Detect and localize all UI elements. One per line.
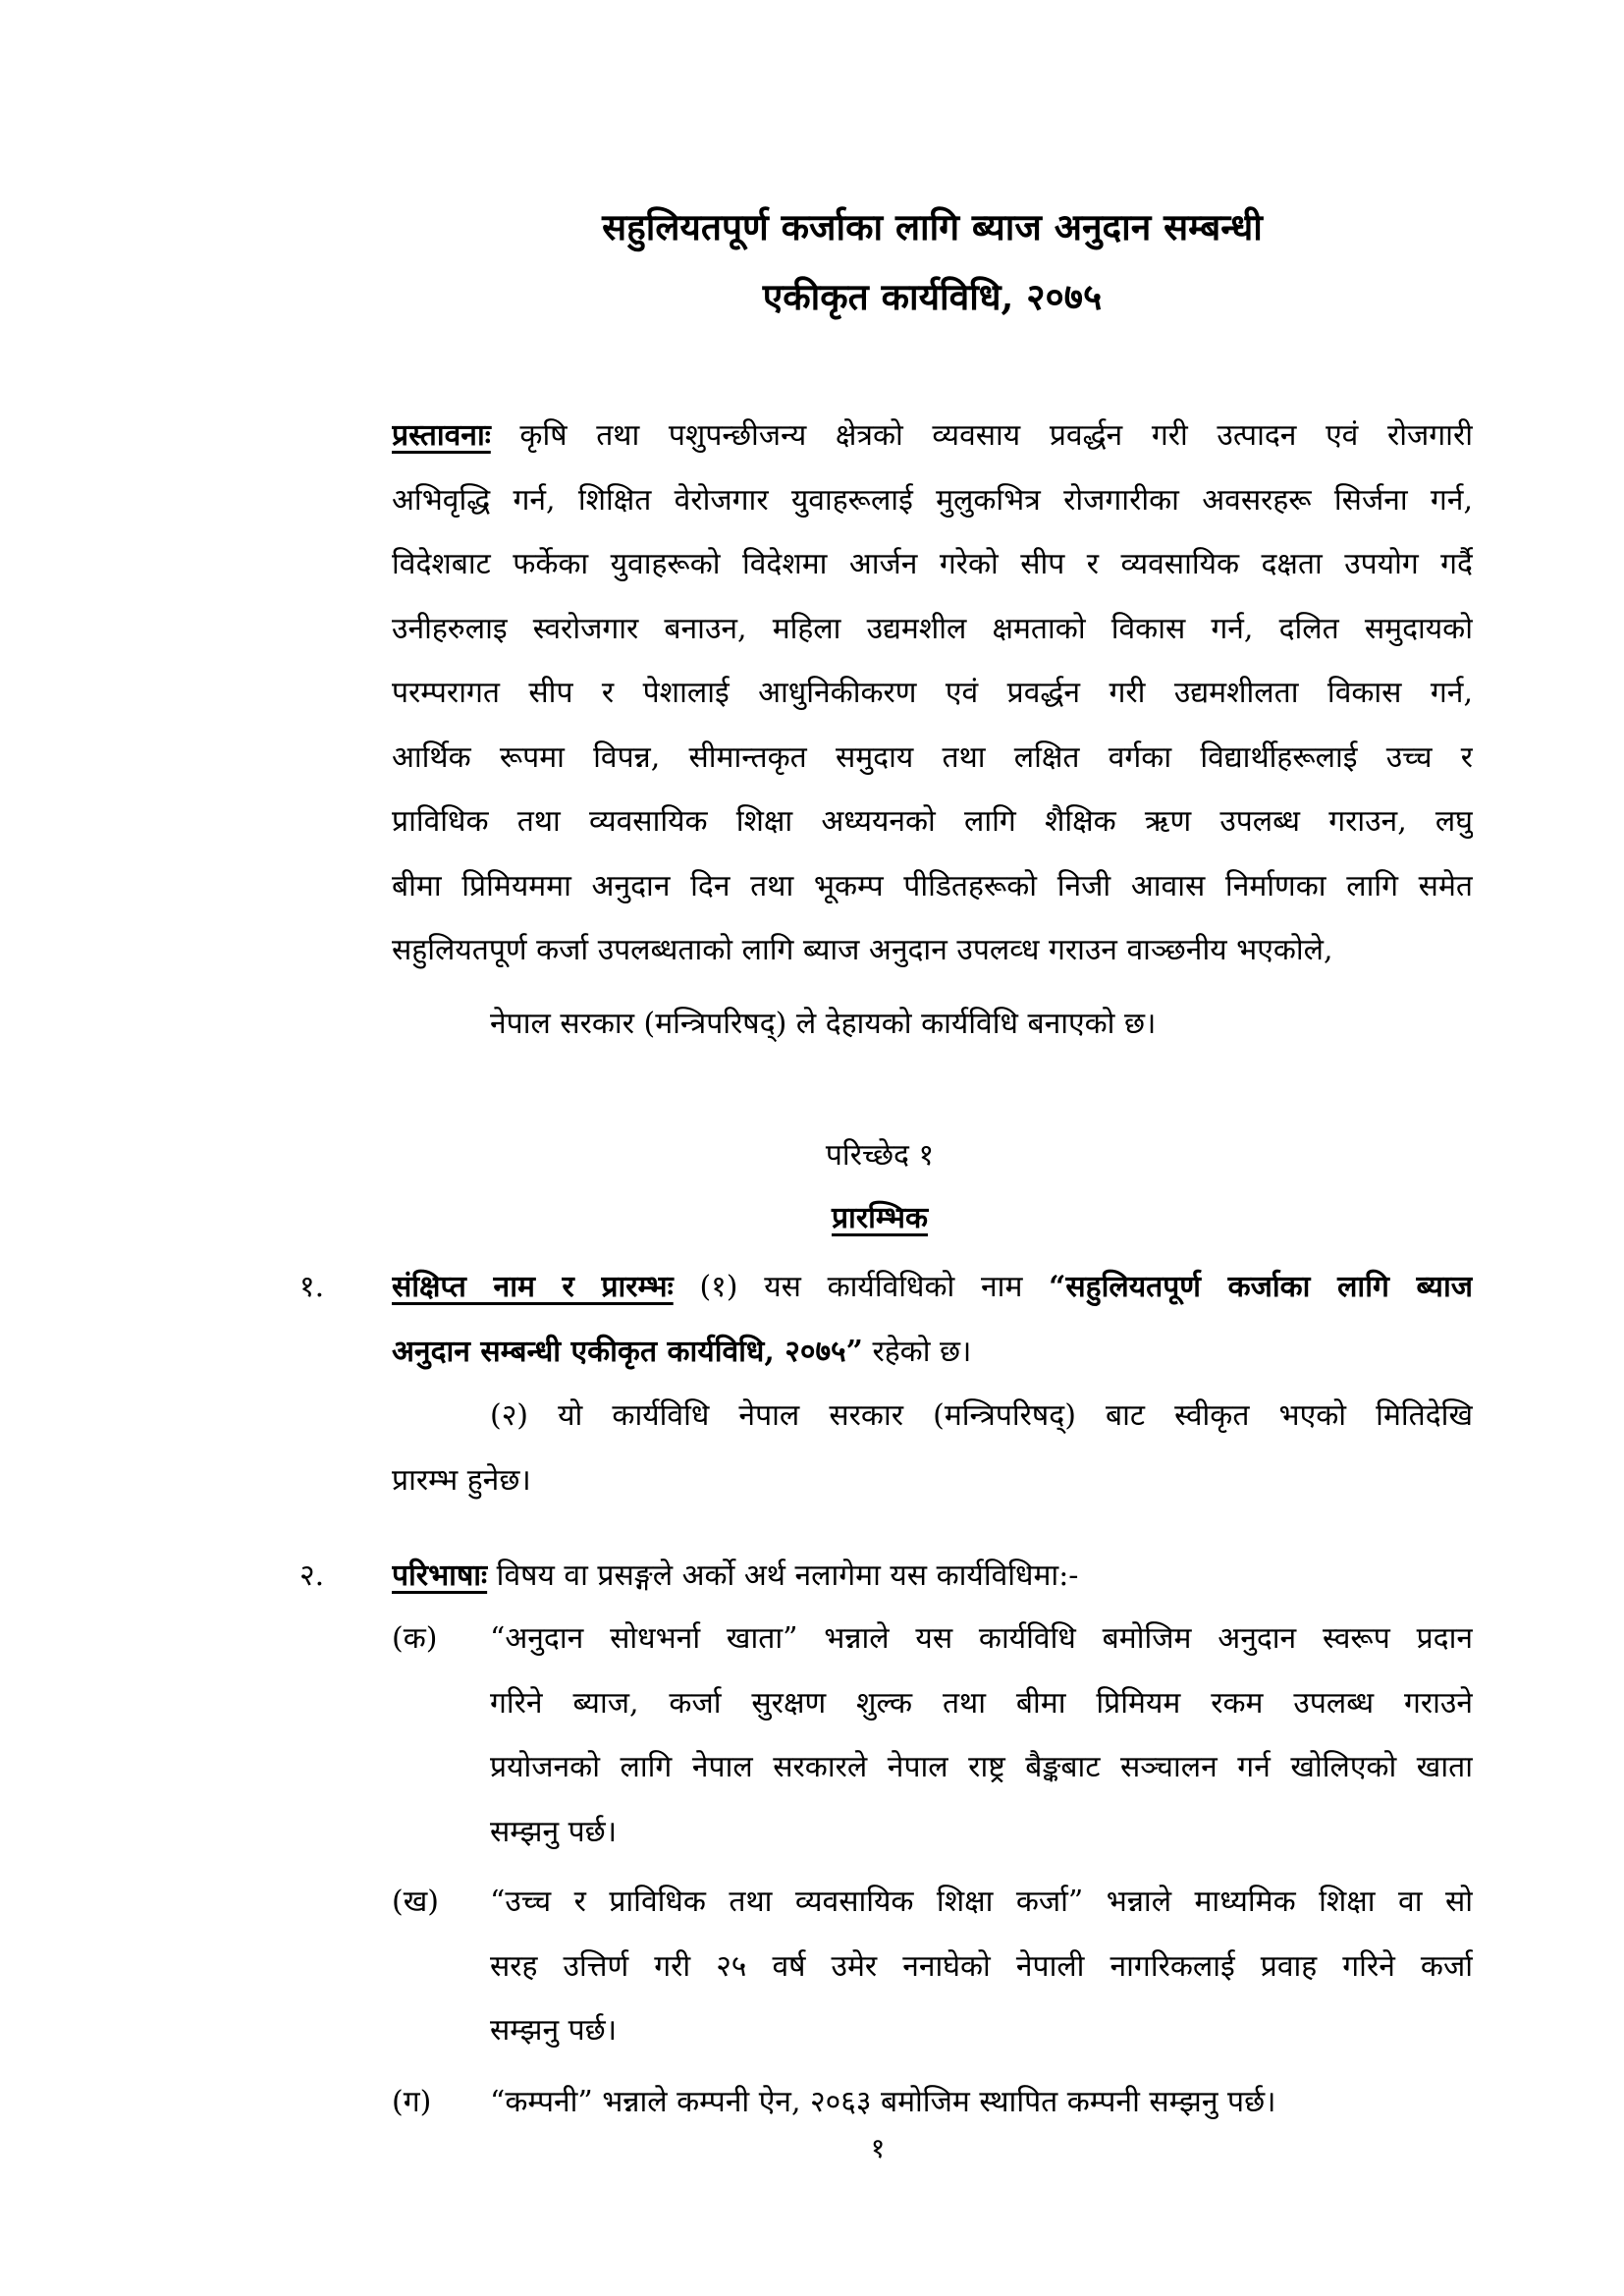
clause-line: गरिने ब्याज, कर्जा सुरक्षण शुल्क तथा बीमा प्रिमियम रकम उपलब्ध गराउने: [490, 1685, 1473, 1721]
section-1-heading: संक्षिप्त नाम र प्रारम्भः: [392, 1270, 674, 1304]
preamble-line: उनीहरुलाइ स्वरोजगार बनाउन, महिला उद्यमशील क्षमताको विकास गर्न, दलित समुदायको: [392, 611, 1473, 646]
chapter-number: परिच्छेद १: [825, 1138, 935, 1173]
section-2-line: [392, 1544, 1473, 1609]
clause-label: (ग): [392, 2085, 432, 2119]
section-1-line: [392, 1255, 1473, 1320]
clause-line: “अनुदान सोधभर्ना खाता” भन्नाले यस कार्यविधि बमोजिम अनुदान स्वरूप प्रदान: [490, 1621, 1473, 1656]
procedure-name-bold: “सहुलियतपूर्ण कर्जाका लागि ब्याज: [1049, 1270, 1473, 1304]
clause-line: “उच्च र प्राविधिक तथा व्यवसायिक शिक्षा कर्जा” भन्नाले माध्यमिक शिक्षा वा सो: [490, 1885, 1473, 1919]
preamble-line: विदेशबाट फर्केका युवाहरूको विदेशमा आर्जन गरेको सीप र व्यवसायिक दक्षता उपयोग गर्दै: [392, 547, 1473, 581]
clause-line: “कम्पनी” भन्नाले कम्पनी ऐन, २०६३ बमोजिम स्थापित कम्पनी सम्झनु पर्छ।: [490, 2085, 1276, 2119]
section-1-subsection-2-end: प्रारम्भ हुनेछ।: [392, 1462, 531, 1498]
section-2: [392, 1544, 1473, 1609]
preamble-label: प्रस्तावनाः: [392, 418, 491, 453]
chapter-title: प्रारम्भिक: [831, 1201, 928, 1235]
chapter-heading: [683, 1123, 1076, 1251]
preamble-line-text: कृषि तथा पशुपन्छीजन्य क्षेत्रको व्यवसाय प्रवर्द्धन गरी उत्पादन एवं रोजगारी: [519, 418, 1473, 453]
clause-body: [490, 1607, 1473, 1864]
preamble-line: अभिवृद्धि गर्न, शिक्षित वेरोजगार युवाहरूलाई मुलुकभित्र रोजगारीका अवसरहरू सिर्जना गर्न,: [392, 482, 1473, 518]
procedure-name-bold: अनुदान सम्बन्धी एकीकृत कार्यविधि, २०७५”: [392, 1334, 863, 1369]
chapter-title-row: [683, 1186, 1076, 1251]
preamble-line: आर्थिक रूपमा विपन्न, सीमान्तकृत समुदाय तथा लक्षित वर्गका विद्यार्थीहरूलाई उच्च र: [392, 739, 1473, 775]
section-2-number: २.: [299, 1558, 325, 1593]
section-1-line: [392, 1320, 1473, 1385]
preamble-line: [392, 404, 1473, 468]
section-2-intro: विषय वा प्रसङ्गले अर्को अर्थ नलागेमा यस कार्यविधिमा:-: [496, 1558, 1079, 1593]
clause-line: प्रयोजनको लागि नेपाल सरकारले नेपाल राष्ट्र बैङ्कबाट सञ्चालन गर्न खोलिएको खाता: [490, 1750, 1473, 1784]
section-1: [392, 1255, 1473, 1512]
clause-label: (क): [392, 1621, 438, 1656]
section-2-heading: परिभाषाः: [392, 1558, 488, 1593]
document-title: [392, 192, 1473, 332]
title-line-1: सहुलियतपूर्ण कर्जाका लागि ब्याज अनुदान सम्बन्धी: [602, 205, 1263, 248]
clause-label: (ख): [392, 1885, 439, 1919]
clause-line: सम्झनु पर्छ।: [490, 2013, 618, 2048]
preamble-line: बीमा प्रिमियममा अनुदान दिन तथा भूकम्प पीडितहरूको निजी आवास निर्माणका लागि समेत: [392, 868, 1473, 903]
clause-body: [490, 1870, 1473, 2063]
title-line-2: एकीकृत कार्यविधि, २०७५: [762, 275, 1103, 318]
section-1-text: (१) यस कार्यविधिको नाम: [699, 1270, 1023, 1304]
preamble: [392, 404, 1473, 1056]
clause-line: सरह उत्तिर्ण गरी २५ वर्ष उमेर ननाघेको नेपाली नागरिकलाई प्रवाह गरिने कर्जा: [490, 1948, 1473, 1984]
clause-body: [490, 2070, 1473, 2135]
preamble-closing: नेपाल सरकार (मन्त्रिपरिषद्) ले देहायको कार्यविधि बनाएको छ।: [490, 1006, 1157, 1041]
clause-line: सम्झनु पर्छ।: [490, 1814, 618, 1849]
page-number: १: [870, 2132, 886, 2164]
preamble-line: प्राविधिक तथा व्यवसायिक शिक्षा अध्ययनको लागि शैक्षिक ऋण उपलब्ध गराउन, लघु: [392, 804, 1473, 839]
section-1-text: रहेको छ।: [872, 1334, 972, 1369]
preamble-line: परम्परागत सीप र पेशालाई आधुनिकीकरण एवं प्रवर्द्धन गरी उद्यमशीलता विकास गर्न,: [392, 676, 1473, 710]
preamble-line: सहुलियतपूर्ण कर्जा उपलब्धताको लागि ब्याज अनुदान उपलव्ध गराउन वाञ्छनीय भएकोले,: [392, 933, 1333, 967]
section-1-subsection-2: (२) यो कार्यविधि नेपाल सरकार (मन्त्रिपरिषद्) बाट स्वीकृत भएको मितिदेखि: [490, 1398, 1473, 1433]
section-1-number: १.: [299, 1270, 325, 1304]
